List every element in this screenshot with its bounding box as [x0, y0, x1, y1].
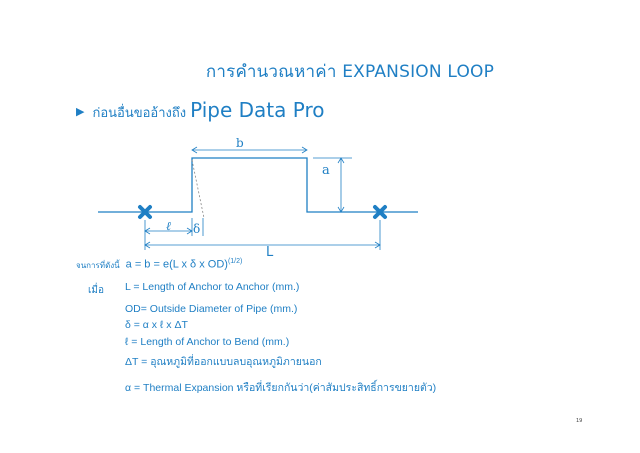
definition-item: α = Thermal Expansion หรือที่เรียกกันว่า(ค่าสัมประสิทธิ์การขยายตัว) [125, 382, 437, 394]
bullet-main: Pipe Data Pro [190, 98, 325, 122]
formula-prefix: จนการที่ดังนี้ [76, 260, 120, 270]
where-label: เมื่อ [88, 285, 105, 296]
label-delta: δ [193, 222, 201, 236]
definition-item: OD= Outside Diameter of Pipe (mm.) [125, 303, 298, 315]
dimension-L [145, 220, 380, 250]
formula [126, 258, 243, 271]
page-number: 19 [576, 418, 583, 424]
bullet-arrow-icon: ▶ [76, 105, 85, 118]
definition-item: L = Length of Anchor to Anchor (mm.) [125, 281, 300, 293]
bullet-prefix: ก่อนอื่นขออ้างถึง [92, 106, 187, 121]
definition-item: δ = α x ℓ x ΔT [125, 319, 188, 331]
dimension-a [313, 158, 352, 212]
formula-exponent: (1/2) [227, 258, 243, 265]
label-a: a [322, 163, 330, 178]
label-ell: ℓ [166, 219, 171, 233]
label-b: b [236, 136, 244, 150]
formula-expression: a = b = e(L x δ x OD) [125, 258, 228, 271]
dimension-b [192, 147, 307, 153]
pipe-line [98, 158, 418, 212]
definition-item: ΔT = อุณหภูมิที่ออกแบบลบอุณหภูมิภายนอก [125, 356, 322, 368]
label-L: L [266, 245, 274, 260]
slide-title: การคำนวณหาค่า EXPANSION LOOP [205, 62, 495, 82]
formula-row [76, 258, 242, 272]
definition-item: ℓ = Length of Anchor to Bend (mm.) [125, 336, 290, 348]
deflection-dashed-line [192, 160, 204, 218]
